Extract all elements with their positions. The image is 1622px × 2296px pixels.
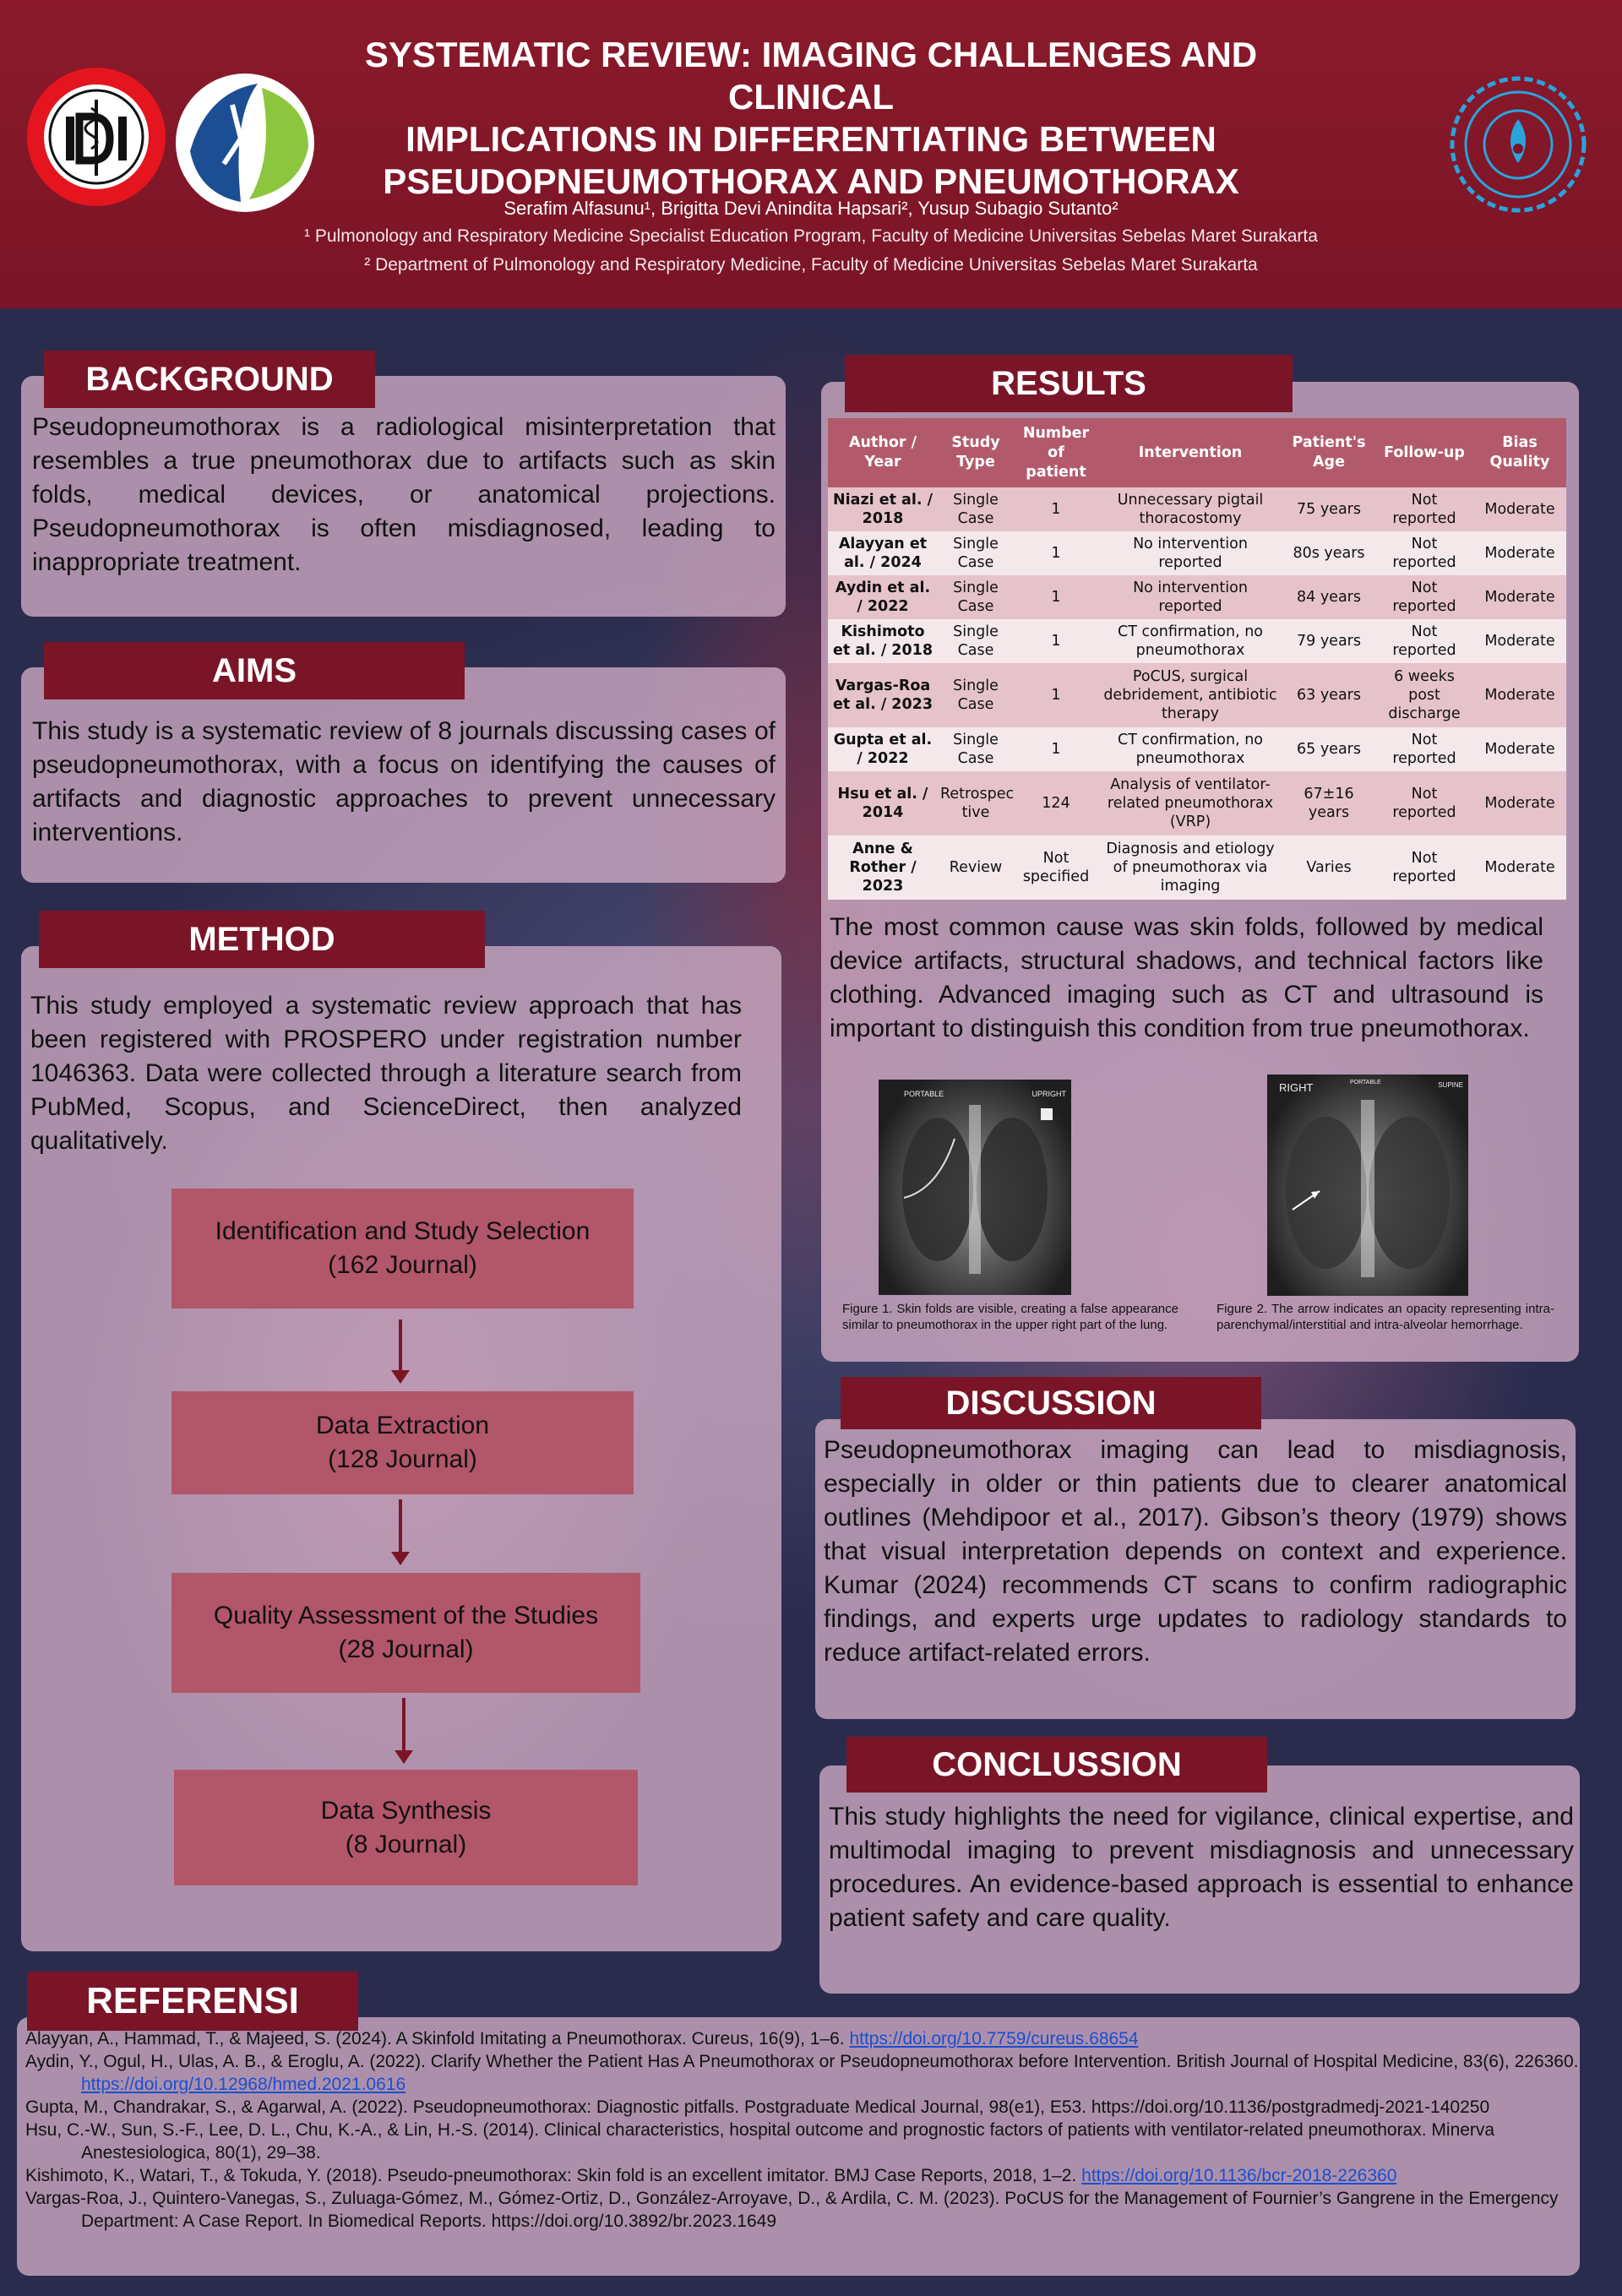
table-cell: Single Case — [938, 663, 1014, 727]
reference-item — [25, 2164, 1580, 2187]
table-cell: 67±16 years — [1282, 771, 1375, 835]
poster-header — [0, 0, 1622, 308]
results-text: The most common cause was skin folds, followed by medical device artifacts, structural shadows, and technical factors like clothing. Advanced imaging such as CT and ultrasound is important to distinguish this condition from true pneumothorax. — [830, 913, 1543, 1042]
references-heading: REFERENSI — [27, 1972, 358, 2031]
column-header: Intervention — [1098, 418, 1282, 487]
table-cell: Single Case — [938, 619, 1014, 663]
flow-step-count: (128 Journal) — [328, 1445, 477, 1473]
table-cell: Analysis of ventilator-related pneumothorax (VRP) — [1098, 771, 1282, 835]
discussion-text: Pseudopneumothorax imaging can lead to misdiagnosis, especially in older or thin patients due to clearer anatomical outlines (Mehdipoor et al., 2017). Gibson’s theory (1979) shows that visual interpretation depends on context and experience. Kumar (2024) recommends CT scans to confirm radiographic findings, and experts urge updates to radiology standards to reduce artifact-related errors. — [824, 1436, 1567, 1667]
table-cell: 1 — [1014, 487, 1098, 531]
table-cell: Gupta et al. / 2022 — [828, 727, 938, 771]
table-header-row — [828, 418, 1566, 487]
table-cell: Aydin et al. / 2022 — [828, 575, 938, 619]
table-cell: 1 — [1014, 531, 1098, 575]
table-cell: Single Case — [938, 531, 1014, 575]
figure-1-label-left: PORTABLE — [904, 1090, 944, 1098]
table-row — [828, 771, 1566, 835]
table-cell: 1 — [1014, 619, 1098, 663]
background-heading: BACKGROUND — [44, 351, 375, 408]
flow-step-extraction — [171, 1391, 634, 1494]
table-row — [828, 487, 1566, 531]
table-cell: Moderate — [1473, 575, 1566, 619]
table-cell: No intervention reported — [1098, 575, 1282, 619]
reference-text: Alayyan, A., Hammad, T., & Majeed, S. (2024). A Skinfold Imitating a Pneumothorax. Cureus, 16(9), 1–6. — [25, 2029, 850, 2048]
conclusion-heading: CONCLUSSION — [846, 1737, 1267, 1793]
figure-2-caption: Figure 2. The arrow indicates an opacity representing intra-parenchymal/interstitial and intra-alveolar hemorrhage. — [1216, 1302, 1554, 1332]
idi-logo-icon — [25, 66, 167, 208]
conclusion-text: This study highlights the need for vigilance, clinical expertise, and multimodal imaging to prevent misdiagnosis and unnecessary procedures. An evidence-based approach is essential to enhance patient safety and care quality. — [829, 1803, 1574, 1932]
table-cell: Not reported — [1375, 619, 1473, 663]
reference-item — [25, 2187, 1580, 2233]
table-cell: 75 years — [1282, 487, 1375, 531]
table-cell: 79 years — [1282, 619, 1375, 663]
flow-step-identification — [171, 1189, 634, 1309]
authors: Serafim Alfasunu¹, Brigitta Devi Anindita Hapsari², Yusup Subagio Sutanto² — [503, 198, 1119, 219]
table-cell: Niazi et al. / 2018 — [828, 487, 938, 531]
flow-step-name: Data Extraction — [315, 1412, 490, 1439]
column-header: Follow-up — [1375, 418, 1473, 487]
reference-link[interactable]: https://doi.org/10.7759/cureus.68654 — [849, 2029, 1139, 2048]
flow-arrow — [399, 1499, 402, 1564]
table-cell: Not reported — [1375, 575, 1473, 619]
table-cell: Moderate — [1473, 835, 1566, 900]
table-cell: Moderate — [1473, 663, 1566, 727]
table-cell: Single Case — [938, 727, 1014, 771]
table-cell: Vargas-Roa et al. / 2023 — [828, 663, 938, 727]
table-cell: 63 years — [1282, 663, 1375, 727]
flow-step-name: Quality Assessment of the Studies — [213, 1602, 599, 1630]
table-cell: 1 — [1014, 663, 1098, 727]
background-text: Pseudopneumothorax is a radiological misinterpretation that resembles a true pneumothorax due to artifacts such as skin folds, medical devices, or anatomical projections. Pseudopneumothorax is often misdiagnosed, leading to inappropriate treatment. — [32, 413, 776, 576]
method-heading: METHOD — [39, 911, 485, 968]
table-cell: PoCUS, surgical debridement, antibiotic therapy — [1098, 663, 1282, 727]
table-row — [828, 619, 1566, 663]
table-cell: Moderate — [1473, 771, 1566, 835]
column-header: Study Type — [938, 418, 1014, 487]
flow-step-name: Data Synthesis — [320, 1796, 492, 1825]
reference-text: Hsu, C.-W., Sun, S.-F., Lee, D. L., Chu, K.-A., & Lin, H.-S. (2014). Clinical characteristics, hospital outcome and prognostic factors of patients with ventilator-related pneumothorax. Minerva Anestesiologica, 80(1), 29–38. — [25, 2120, 1495, 2163]
table-row — [828, 531, 1566, 575]
references-list — [25, 2027, 1580, 2233]
affiliation-1: ¹ Pulmonology and Respiratory Medicine Specialist Education Program, Faculty of Medicine Universitas Sebelas Maret Surakarta — [304, 226, 1318, 246]
reference-link[interactable]: https://doi.org/10.12968/hmed.2021.0616 — [81, 2075, 406, 2094]
figure-1-caption: Figure 1. Skin folds are visible, creating a false appearance similar to pneumothorax in the upper right part of the lung. — [842, 1302, 1178, 1332]
table-cell: Anne & Rother / 2023 — [828, 835, 938, 900]
flow-arrow — [402, 1698, 406, 1762]
table-row — [828, 663, 1566, 727]
column-header: Number of patient — [1014, 418, 1098, 487]
table-cell: Not reported — [1375, 727, 1473, 771]
university-seal-icon — [1446, 73, 1590, 216]
table-cell: 84 years — [1282, 575, 1375, 619]
table-cell: Diagnosis and etiology of pneumothorax via imaging — [1098, 835, 1282, 900]
column-header: Author / Year — [828, 418, 938, 487]
table-cell: Single Case — [938, 487, 1014, 531]
flow-arrow — [399, 1319, 402, 1382]
table-cell: Hsu et al. / 2014 — [828, 771, 938, 835]
table-cell: CT confirmation, no pneumothorax — [1098, 727, 1282, 771]
figure-2-label-right: SUPINE — [1438, 1081, 1463, 1089]
reference-item — [25, 2027, 1580, 2050]
table-cell: CT confirmation, no pneumothorax — [1098, 619, 1282, 663]
flow-step-count: (8 Journal) — [345, 1830, 467, 1858]
column-header: Bias Quality — [1473, 418, 1566, 487]
poster-title: SYSTEMATIC REVIEW: IMAGING CHALLENGES AND CLINICAL IMPLICATIONS IN DIFFERENTIATING BETWEEN PSEUDOPNEUMOTHORAX AND PNEUMOTHORAX — [364, 35, 1258, 201]
reference-text: Aydin, Y., Ogul, H., Ulas, A. B., & Eroglu, A. (2022). Clarify Whether the Patient Has A Pneumothorax or Pseudopneumothorax before Intervention. British Journal of Hospital Medicine, 83(6), 226360. — [25, 2052, 1579, 2071]
table-cell: Varies — [1282, 835, 1375, 900]
table-cell: Unnecessary pigtail thoracostomy — [1098, 487, 1282, 531]
table-cell: Not reported — [1375, 771, 1473, 835]
table-cell: Kishimoto et al. / 2018 — [828, 619, 938, 663]
table-cell: 65 years — [1282, 727, 1375, 771]
table-cell: Single Case — [938, 575, 1014, 619]
figure-2-label-left: RIGHT — [1279, 1081, 1314, 1094]
table-cell: Not reported — [1375, 835, 1473, 900]
table-cell: 1 — [1014, 727, 1098, 771]
reference-item — [25, 2119, 1580, 2164]
reference-link[interactable]: https://doi.org/10.1136/bcr-2018-226360 — [1081, 2166, 1397, 2185]
aims-heading: AIMS — [44, 642, 465, 699]
table-cell: Moderate — [1473, 487, 1566, 531]
table-row — [828, 727, 1566, 771]
reference-text: Vargas-Roa, J., Quintero-Vanegas, S., Zuluaga-Gómez, M., Gómez-Ortiz, D., González-Arroyave, D., & Ardila, C. M. (2023). PoCUS for the Management of Fournier’s Gangrene in the Emergency Department: A Case Report. In Biomedical Reports. https://doi.org/10.3892/br.2023.1649 — [25, 2189, 1559, 2231]
table-cell: 1 — [1014, 575, 1098, 619]
flow-step-name: Identification and Study Selection — [215, 1217, 591, 1245]
table-cell: Moderate — [1473, 727, 1566, 771]
figure-1-xray-image — [879, 1080, 1071, 1295]
affiliation-2: ² Department of Pulmonology and Respiratory Medicine, Faculty of Medicine Universitas Sebelas Maret Surakarta — [364, 255, 1258, 275]
results-heading: RESULTS — [845, 355, 1293, 412]
table-cell: Review — [938, 835, 1014, 900]
table-cell: 6 weeks post discharge — [1375, 663, 1473, 727]
results-table — [828, 418, 1566, 900]
flow-step-synthesis — [174, 1770, 638, 1885]
column-header: Patient's Age — [1282, 418, 1375, 487]
figure-1-label-right: UPRIGHT — [1031, 1090, 1066, 1098]
table-cell: Not reported — [1375, 487, 1473, 531]
aims-text: This study is a systematic review of 8 journals discussing cases of pseudopneumothorax, with a focus on identifying the causes of artifacts and diagnostic approaches to prevent unnecessary interventions. — [32, 717, 776, 846]
table-cell: Alayyan et al. / 2024 — [828, 531, 938, 575]
figure-2-xray-image — [1267, 1075, 1468, 1296]
table-row — [828, 575, 1566, 619]
lung-logo-icon — [173, 71, 317, 215]
table-cell: Moderate — [1473, 619, 1566, 663]
table-cell: Not reported — [1375, 531, 1473, 575]
reference-item — [25, 2050, 1580, 2096]
discussion-heading: DISCUSSION — [841, 1377, 1261, 1429]
reference-text: Kishimoto, K., Watari, T., & Tokuda, Y. (2018). Pseudo-pneumothorax: Skin fold is an excellent imitator. BMJ Case Reports, 2018, 1–2. — [25, 2166, 1082, 2185]
reference-text: Gupta, M., Chandrakar, S., & Agarwal, A. (2022). Pseudopneumothorax: Diagnostic pitfalls. Postgraduate Medical Journal, 98(e1), E53. https://doi.org/10.1136/postgradmedj-2021-140250 — [25, 2097, 1490, 2117]
table-row — [828, 835, 1566, 900]
method-text: This study employed a systematic review approach that has been registered with PROSPERO under registration number 1046363. Data were collected through a literature search from PubMed, Scopus, and ScienceDirect, then analyzed qualitatively. — [30, 992, 742, 1155]
table-cell: 80s years — [1282, 531, 1375, 575]
flow-step-count: (28 Journal) — [338, 1635, 474, 1663]
flow-step-quality — [171, 1573, 640, 1693]
table-cell: 124 — [1014, 771, 1098, 835]
table-cell: Not specified — [1014, 835, 1098, 900]
table-cell: No intervention reported — [1098, 531, 1282, 575]
figure-2-label-mid: PORTABLE — [1350, 1080, 1381, 1085]
reference-item — [25, 2096, 1580, 2119]
table-cell: Moderate — [1473, 531, 1566, 575]
flow-step-count: (162 Journal) — [328, 1251, 477, 1279]
table-cell: Retrospec tive — [938, 771, 1014, 835]
